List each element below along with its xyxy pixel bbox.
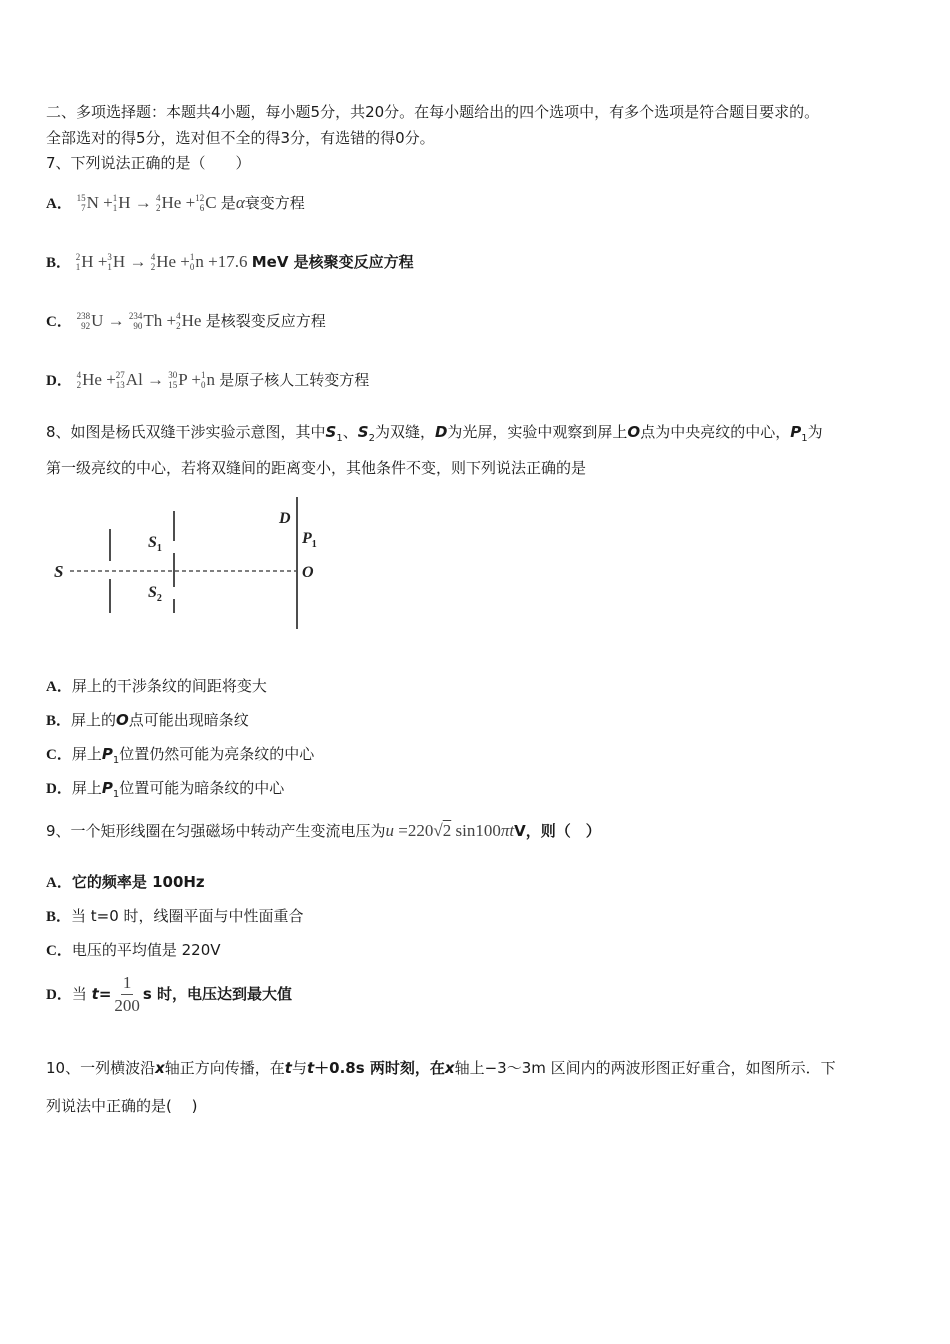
q7-option-b[interactable]: B． 2 1 H + 3 1 H → 4 2 He + 1 0 n +17.6 MeV 是核聚变反应方程 (46, 252, 414, 273)
label-s1: $S_1$ (148, 534, 162, 554)
q8-stem-line2: 第一级亮纹的中心，若将双缝间的距离变小，其他条件不变，则下列说法正确的是 (46, 459, 587, 477)
q7-a-equation: 15 7 N + 1 1 H → 4 2 He + 12 6 C (76, 193, 217, 214)
section-header-line1: 二、多项选择题：本题共4小题，每小题5分，共20分。在每小题给出的四个选项中，有多个选项是符合题目要求的。 (46, 103, 820, 121)
option-label: B． (46, 255, 72, 271)
q10-stem-line1: 10、一列横波沿x轴正方向传播，在t与t＋0.8s 两时刻，在x轴上−3～3m 区间内的两波形图正好重合，如图所示．下 (46, 1059, 836, 1077)
q9-option-a[interactable]: A．它的频率是 100Hz (46, 873, 205, 891)
fraction-1-over-200: $\frac{1}{200}$ (114, 973, 140, 1015)
label-s2: $S_2$ (148, 584, 162, 604)
q9-option-d[interactable]: D．当 t= $\frac{1}{200}$ s 时，电压达到最大值 (46, 973, 293, 1015)
label-o: O (302, 564, 314, 581)
option-label: D． (46, 373, 72, 389)
q7-option-d[interactable]: D． 4 2 He + 27 13 Al → 30 15 P + 1 0 n 是原子核人工转变方程 (46, 370, 370, 391)
q7-stem: 7、下列说法正确的是（ ） (46, 154, 251, 172)
q7-b-equation: 2 1 H + 3 1 H → 4 2 He + 1 0 n +17.6 (75, 252, 248, 273)
label-s: S (54, 562, 64, 581)
q7-option-c[interactable]: C． 238 92 U → 234 90 Th + 4 2 He 是核裂变反应方程 (46, 311, 326, 332)
option-label: A． (46, 196, 72, 212)
q8-option-c[interactable]: C．屏上$P_1$位置仍然可能为亮条纹的中心 (46, 745, 315, 766)
label-p1: $P_1$ (302, 530, 317, 550)
q8-option-a[interactable]: A．屏上的干涉条纹的间距将变大 (46, 677, 267, 695)
q7-option-a[interactable]: A． 15 7 N + 1 1 H → 4 2 He + 12 6 C 是α衰变方程 (46, 193, 305, 214)
q8-option-d[interactable]: D．屏上$P_1$位置可能为暗条纹的中心 (46, 779, 285, 800)
q10-stem-line2: 列说法中正确的是( ) (46, 1097, 198, 1115)
q9-option-b[interactable]: B．当 t=0 时，线圈平面与中性面重合 (46, 907, 304, 925)
option-label: C． (46, 314, 72, 330)
q8-stem-line1: 8、如图是杨氏双缝干涉实验示意图，其中$S_1$、$S_2$为双缝，D为光屏，实验中观察到屏上O点为中央亮纹的中心，$P_1$为 (46, 423, 823, 444)
q9-stem: 9、一个矩形线圈在匀强磁场中转动产生变流电压为u =220√2 sin100πtV，则（ ） (46, 821, 601, 840)
q7-c-equation: 238 92 U → 234 90 Th + 4 2 He (76, 311, 202, 332)
double-slit-diagram (46, 495, 346, 635)
q8-option-b[interactable]: B．屏上的O点可能出现暗条纹 (46, 711, 249, 729)
q7-d-equation: 4 2 He + 27 13 Al → 30 15 P + 1 0 n (76, 370, 215, 391)
q9-formula: u =220√2 sin100πt (385, 821, 515, 840)
q9-option-c[interactable]: C．电压的平均值是 220V (46, 941, 221, 959)
label-d: D (279, 510, 291, 527)
section-header-line2: 全部选对的得5分，选对但不全的得3分，有选错的得0分。 (46, 129, 435, 147)
